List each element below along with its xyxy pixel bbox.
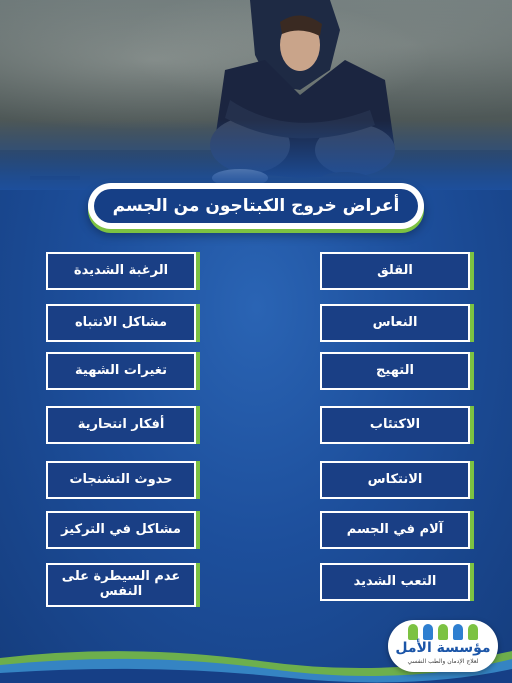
symptom-suicidal-thoughts: أفكار انتحارية bbox=[46, 406, 196, 444]
symptom-concentration-problems: مشاكل في التركيز bbox=[46, 511, 196, 549]
logo-tagline: لعلاج الإدمان والطب النفسي bbox=[407, 658, 479, 665]
title-banner-inner bbox=[94, 189, 418, 223]
photo-fade bbox=[0, 120, 512, 190]
symptom-severe-fatigue: التعب الشديد bbox=[320, 563, 470, 601]
page-title: أعراض خروج الكبتاجون من الجسم bbox=[112, 196, 400, 216]
title-banner bbox=[88, 183, 424, 229]
symptom-seizures: حدوث التشنجات bbox=[46, 461, 196, 499]
symptom-loss-of-self-control: عدم السيطرة على النفس bbox=[46, 563, 196, 607]
symptom-attention-problems: مشاكل الانتباه bbox=[46, 304, 196, 342]
logo-name: مؤسسة الأمل bbox=[395, 640, 491, 656]
header-photo bbox=[0, 0, 512, 190]
organization-logo bbox=[388, 620, 498, 672]
symptom-strong-craving: الرغبة الشديدة bbox=[46, 252, 196, 290]
symptom-irritability: التهيج bbox=[320, 352, 470, 390]
symptom-depression: الاكتئاب bbox=[320, 406, 470, 444]
logo-figures-icon bbox=[408, 624, 478, 640]
symptom-relapse: الانتكاس bbox=[320, 461, 470, 499]
symptom-drowsiness: النعاس bbox=[320, 304, 470, 342]
symptom-anxiety: القلق bbox=[320, 252, 470, 290]
symptom-appetite-changes: تغيرات الشهية bbox=[46, 352, 196, 390]
symptom-body-pain: آلام في الجسم bbox=[320, 511, 470, 549]
